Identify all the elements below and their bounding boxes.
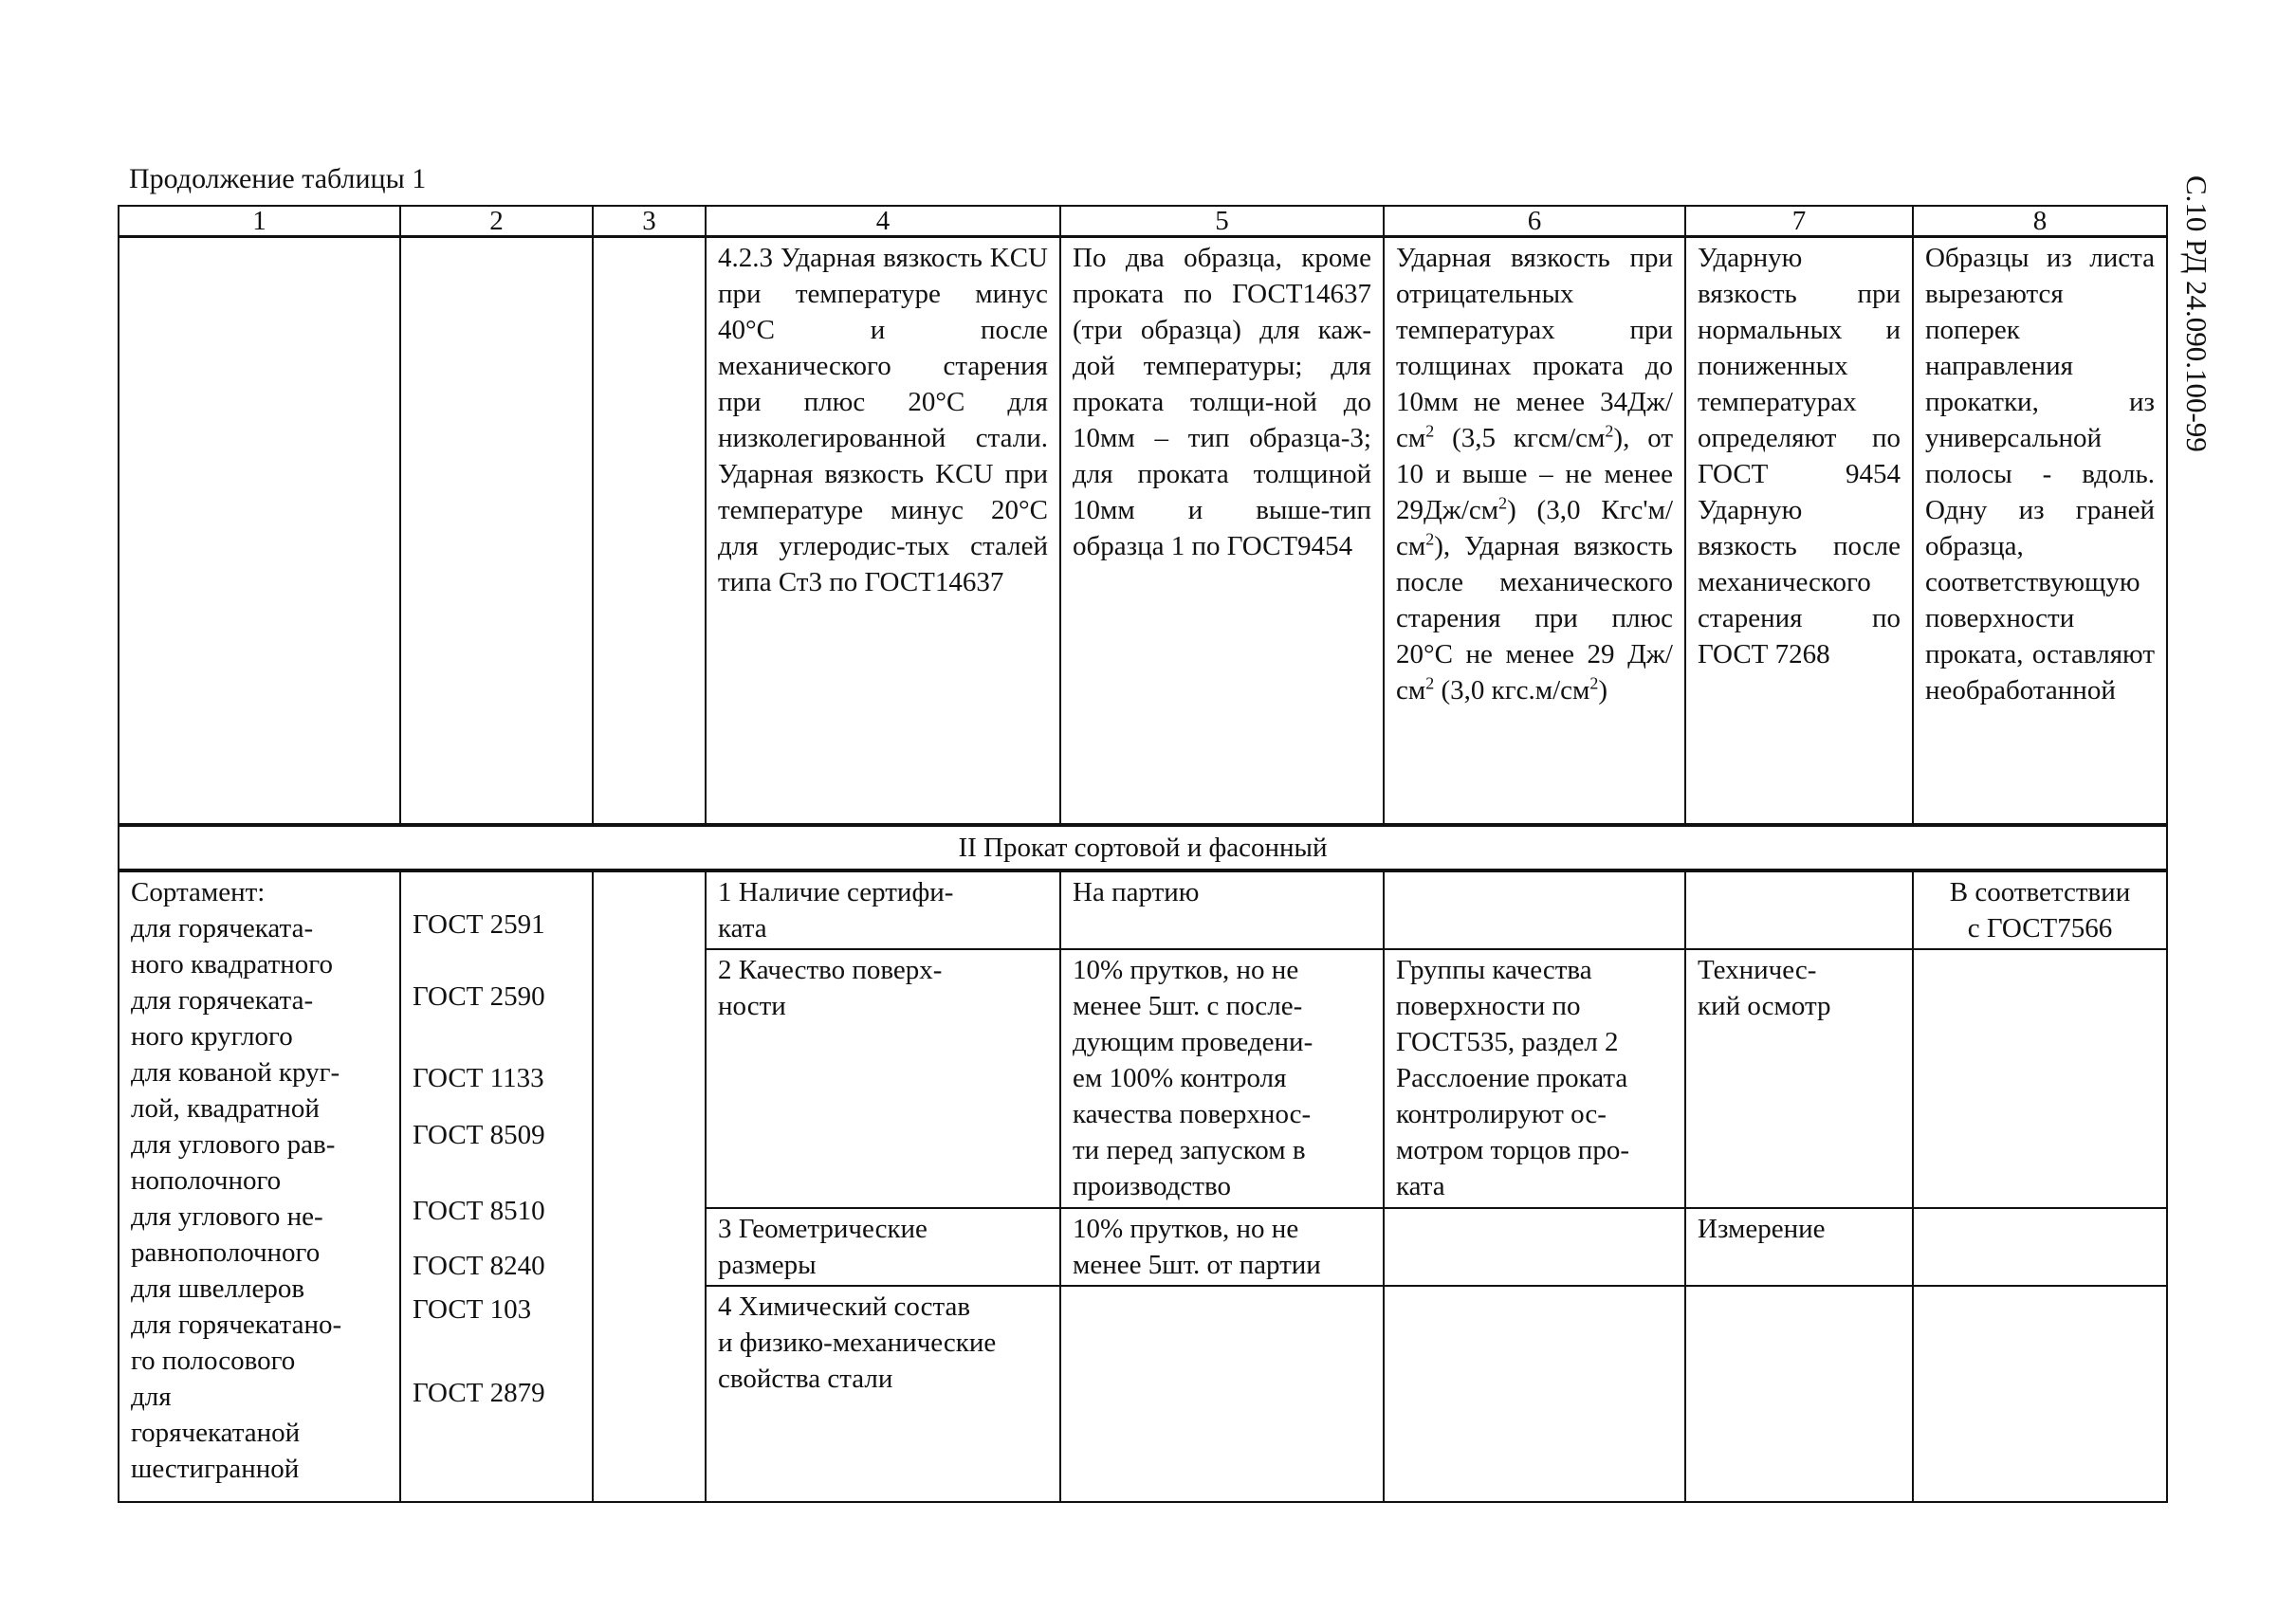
item-sample-cell xyxy=(1060,870,1384,949)
assortment-line: для горячеката- xyxy=(131,984,314,1016)
cell-line: В соответствии xyxy=(1949,876,2131,907)
cell-line: 3 Геометрические xyxy=(718,1213,928,1244)
cell-line: размеры xyxy=(718,1249,817,1280)
item-sample-cell xyxy=(1060,1208,1384,1286)
cell-line: менее 5шт. от партии xyxy=(1073,1249,1321,1280)
item-note-cell xyxy=(1913,870,2167,949)
item-name-cell xyxy=(706,1286,1060,1502)
note-cell: Образцы из листа вырезаются поперек направления прокатки, из универсальной полосы - вдоль. Одну из граней образца, соответствующую поверхности проката, оставляют необработанной xyxy=(1913,237,2167,825)
requirement-cell: 4.2.3 Ударная вязкость KCU при температуре минус 40°С и после механического старения при плюс 20°С для низколегированной стали. Ударная вязкость KCU при температуре минус 20°С для углеродис-тых сталей типа Ст3 по ГОСТ14637 xyxy=(706,237,1060,825)
cell-line: дующим проведени- xyxy=(1073,1026,1313,1057)
gost-reference: ГОСТ 2879 xyxy=(413,1377,545,1408)
cell-line: качества поверхнос- xyxy=(1073,1098,1312,1129)
assortment-line: для горячеката- xyxy=(131,912,314,943)
table-cell xyxy=(593,237,706,825)
criteria-text: Ударная вязкость при отрицательных температурах при толщинах проката до 10мм не менее 34Дж/см xyxy=(1396,243,1673,453)
assortment-line: равнополочного xyxy=(131,1236,321,1268)
cell-line: поверхности по xyxy=(1396,990,1581,1021)
cell-line: Измерение xyxy=(1698,1213,1826,1244)
item-method-cell xyxy=(1685,1208,1913,1286)
cell-line: ГОСТ535, раздел 2 xyxy=(1396,1026,1619,1057)
column-number-row xyxy=(119,206,2167,237)
item-sample-cell xyxy=(1060,949,1384,1208)
cell-line: 10% прутков, но не xyxy=(1073,1213,1299,1244)
cell-line: ката xyxy=(1396,1170,1445,1201)
assortment-line: для углового рав- xyxy=(131,1128,336,1160)
column-number: 6 xyxy=(1384,206,1685,237)
item-row xyxy=(119,870,2167,949)
table-caption: Продолжение таблицы 1 xyxy=(129,163,427,194)
gost-reference: ГОСТ 8240 xyxy=(413,1250,545,1281)
item-method-cell xyxy=(1685,949,1913,1208)
item-criteria-cell xyxy=(1384,870,1685,949)
method-cell: Ударную вязкость при нормальных и пониженных температурах определяют по ГОСТ 9454 Ударную вязкость после механического старения по ГОСТ 7268 xyxy=(1685,237,1913,825)
assortment-line: для xyxy=(131,1381,172,1412)
column-number: 8 xyxy=(1913,206,2167,237)
item-criteria-cell xyxy=(1384,949,1685,1208)
gost-reference: ГОСТ 2590 xyxy=(413,980,545,1012)
cell-line: 1 Наличие сертифи- xyxy=(718,876,954,907)
item-method-cell xyxy=(1685,870,1913,949)
column-number: 2 xyxy=(400,206,593,237)
item-criteria-cell xyxy=(1384,1286,1685,1502)
column-number: 4 xyxy=(706,206,1060,237)
gost-reference: ГОСТ 1133 xyxy=(413,1062,544,1093)
cell-line: Группы качества xyxy=(1396,954,1592,985)
item-name-cell xyxy=(706,870,1060,949)
cell-line: мотром торцов про- xyxy=(1396,1134,1629,1165)
page-header-vertical: С.10 РД 24.090.100-99 xyxy=(2180,175,2213,452)
assortment-line: для горячекатано- xyxy=(131,1309,342,1340)
impact-strength-row xyxy=(119,237,2167,825)
item-name-cell xyxy=(706,949,1060,1208)
section-row xyxy=(119,825,2167,870)
item-note-cell xyxy=(1913,949,2167,1208)
column-number: 3 xyxy=(593,206,706,237)
cell-line: Техничес- xyxy=(1698,954,1817,985)
column-number: 7 xyxy=(1685,206,1913,237)
table-cell xyxy=(119,237,400,825)
item-sample-cell xyxy=(1060,1286,1384,1502)
cell-line: менее 5шт. с после- xyxy=(1073,990,1303,1021)
inspection-table xyxy=(118,205,2168,1503)
assortment-line: ного круглого xyxy=(131,1020,293,1052)
table-cell xyxy=(593,870,706,1502)
gost-reference: ГОСТ 103 xyxy=(413,1293,532,1325)
gost-reference: ГОСТ 8509 xyxy=(413,1119,545,1150)
assortment-line: ного квадратного xyxy=(131,948,333,980)
cell-line: кий осмотр xyxy=(1698,990,1831,1021)
item-name-cell xyxy=(706,1208,1060,1286)
assortment-line: для швеллеров xyxy=(131,1273,305,1304)
assortment-line: лой, квадратной xyxy=(131,1092,320,1124)
cell-line: с ГОСТ7566 xyxy=(1967,912,2113,943)
item-criteria-cell xyxy=(1384,1208,1685,1286)
cell-line: 2 Качество поверх- xyxy=(718,954,943,985)
cell-line: производство xyxy=(1073,1170,1231,1201)
assortment-line: шестигранной xyxy=(131,1453,300,1484)
cell-line: ката xyxy=(718,912,767,943)
gost-cell xyxy=(400,870,593,1502)
item-note-cell xyxy=(1913,1286,2167,1502)
assortment-line: горячекатаной xyxy=(131,1417,301,1448)
item-method-cell xyxy=(1685,1286,1913,1502)
cell-line: ти перед запуском в xyxy=(1073,1134,1306,1165)
assortment-list xyxy=(131,874,388,1487)
assortment-line: для кованой круг- xyxy=(131,1056,340,1088)
sample-size-cell: По два образца, кроме проката по ГОСТ14637 (три образца) для каж-дой температуры; для проката толщи-ной до 10мм – тип образца-3; для проката толщиной 10мм и выше-тип образца 1 по ГОСТ9454 xyxy=(1060,237,1384,825)
column-number: 1 xyxy=(119,206,400,237)
gost-reference: ГОСТ 2591 xyxy=(413,908,545,940)
assortment-line: го полосового xyxy=(131,1345,296,1376)
section-title: II Прокат сортовой и фасонный xyxy=(119,825,2167,870)
gost-reference: ГОСТ 8510 xyxy=(413,1195,545,1226)
cell-line: и физико-механические xyxy=(718,1327,997,1358)
assortment-line: Сортамент: xyxy=(131,876,266,907)
cell-line: ности xyxy=(718,990,786,1021)
cell-line: 10% прутков, но не xyxy=(1073,954,1299,985)
cell-line: контролируют ос- xyxy=(1396,1098,1607,1129)
cell-line: Расслоение проката xyxy=(1396,1062,1628,1093)
column-number: 5 xyxy=(1060,206,1384,237)
gost-list xyxy=(413,907,580,1411)
item-note-cell xyxy=(1913,1208,2167,1286)
table-cell xyxy=(400,237,593,825)
cell-line: На партию xyxy=(1073,876,1200,907)
cell-line: 4 Химический состав xyxy=(718,1291,971,1322)
assortment-line: нополочного xyxy=(131,1164,282,1196)
cell-line: свойства стали xyxy=(718,1363,893,1394)
assortment-cell xyxy=(119,870,400,1502)
assortment-line: для углового не- xyxy=(131,1200,323,1232)
cell-line: ем 100% контроля xyxy=(1073,1062,1287,1093)
criteria-cell: Ударная вязкость при отрицательных температурах при толщинах проката до 10мм не менее $34Дж/см^2$ (3,5 кгсм/$см^2$), от 10 и выше – не менее $29Дж/см^2$) (3,0 $Кгс'м/см^2$), Ударная вязкость после механического старения при плюс 20°С не менее 29 $Дж/см^2$ (3,0 $кгс.м/см^2$) xyxy=(1384,237,1685,825)
